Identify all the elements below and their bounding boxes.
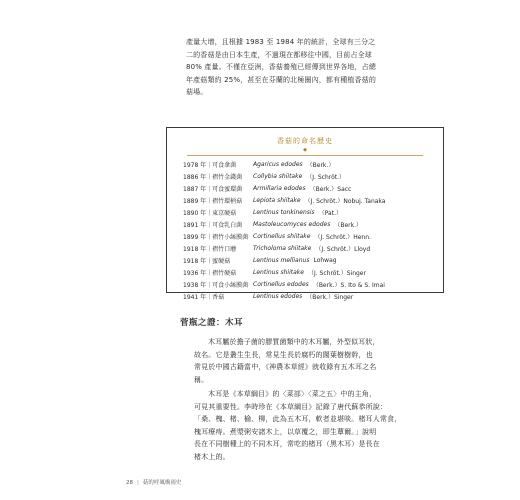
year-common-name: 1889 年｜褶竹環柄菇 [183,197,243,205]
section-paragraph [194,336,446,386]
naming-row [183,254,433,266]
year-common-name: 1899 年｜褶竹小絲膜菌 [183,233,249,241]
scientific-name: Lentinus edodes [253,292,303,300]
scientific-name: Lentinus mellianus [253,256,310,264]
year-common-name: 1890 年｜東京硬菇 [183,209,237,217]
intro-line: 80% 產量。不僅在亞洲，香菇養殖已經傳到世界各地，占總 [186,63,376,71]
authority: （Pat.） [318,209,342,217]
year-common-name: 1891 年｜可食乳白菌 [183,221,243,229]
authority: （J. Schröt.） [306,173,346,181]
scientific-name: Lepiota shiitake [253,196,301,204]
authority: （Berk.）S. Ito & S. Imai [312,281,385,289]
section-line: 「桑、槐、楮、榆、柳，此為五木耳，軟者並堪啖。楮耳人常食， [194,415,402,423]
section-heading: 菅瓶之證：木耳 [180,318,244,328]
naming-row [183,170,433,182]
section-paragraph [194,388,446,463]
authority: （J. Schröt.）Lloyd [315,245,371,253]
intro-line: 二的香菇是由日本生產，不過現在都移往中國，目前占全球 [186,50,372,59]
naming-row [183,194,433,206]
page-footer [126,478,181,486]
year-common-name: 1978 年｜可食傘菌 [183,161,237,169]
section-line: 可見其重要性。李時珍在《本草綱目》記錄了唐代蘇恭所說： [194,402,388,411]
intro-line: 菇場。 [186,88,208,96]
naming-row [183,206,433,218]
authority: （Berk.） [306,161,335,169]
naming-row [183,230,433,242]
year-common-name: 1938 年｜可食小絲膜菌 [183,281,249,289]
page-number: 28 [126,480,133,486]
section-line: 常見於中國古籍當中，《神農本草經》就收錄有五木耳之名 [194,363,377,371]
naming-row [183,182,433,194]
scientific-name: Agaricus edodes [253,160,303,168]
naming-row [183,158,433,170]
sidebar-title: 香菇的命名歷史 [277,137,333,145]
diamond-ornament-icon: ◆ [303,147,307,153]
year-common-name: 1886 年｜褶竹金錢菌 [183,173,243,181]
year-common-name: 1918 年｜蜜硬菇 [183,257,231,265]
section-line: 稱。 [194,375,209,384]
naming-row [183,218,433,230]
intro-line: 產量大增，且根據 1983 至 1984 年的統計，全球有三分之 [186,38,376,46]
section-line: 故名。它是叢生生長，常見生長於腐朽的闊葉樹樹幹，也 [194,350,373,359]
section-line: 楮木上的。 [194,452,230,461]
authority: （Berk.） [334,221,363,229]
year-common-name: 1941 年｜香菇 [183,293,225,301]
section-line: 長在不同樹種上的不同木耳，常吃的楮耳（黑木耳）是長在 [194,440,380,448]
naming-row [183,290,433,302]
scientific-name: Armillaria edodes [253,184,306,192]
authority: （J. Schröt.）Nobuj. Tanaka [304,197,386,205]
sidebar-divider [187,155,423,156]
year-common-name: 1918 年｜褶竹口蘑 [183,245,237,253]
section-line: 木耳屬於擔子菌的膠質菌類中的木耳屬，外型似耳狀， [208,338,380,346]
scientific-name: Cortinellus edodes [253,280,309,288]
naming-history-box [166,127,444,301]
naming-row [183,266,433,278]
scientific-name: Lentinus shiitake [253,268,304,276]
running-title: 菇的呼風喚雨史 [142,480,182,486]
section-line: 木耳是《本草綱目》的〈菜部〉〈菜之五〉中的主角， [208,390,377,398]
scientific-name: Cortinellus shiitake [253,232,311,240]
year-common-name: 1887 年｜可食蜜環菌 [183,185,243,193]
section-line: 槐耳療痔。煮漿粥安諸木上，以草覆之，即生蕈爾。」說明 [194,427,377,436]
scientific-name: Lentinus tonkinensis [253,208,315,216]
scientific-name: Tricholoma shiitake [253,244,312,252]
footer-separator: | [137,480,139,486]
naming-table [183,158,433,302]
scientific-name: Mastoleucomyces edodes [253,220,331,228]
intro-paragraph [186,36,450,99]
section-body [194,336,446,465]
year-common-name: 1936 年｜褶竹硬菇 [183,269,237,277]
authority: （Berk.）Sacc [309,185,352,193]
authority: （J. Schröt.）Singer [307,269,366,277]
intro-line: 年產菇類約 25%，甚至在芬蘭的北極圈內，都有種植香菇的 [186,75,376,84]
scientific-name: Collybia shiitake [253,172,303,180]
authority: （Berk.）Singer [306,293,354,301]
authority: （J. Schröt.）Henn. [314,233,371,241]
naming-row [183,278,433,290]
naming-row [183,242,433,254]
book-page [56,0,484,500]
authority: Lohwag [313,256,337,264]
